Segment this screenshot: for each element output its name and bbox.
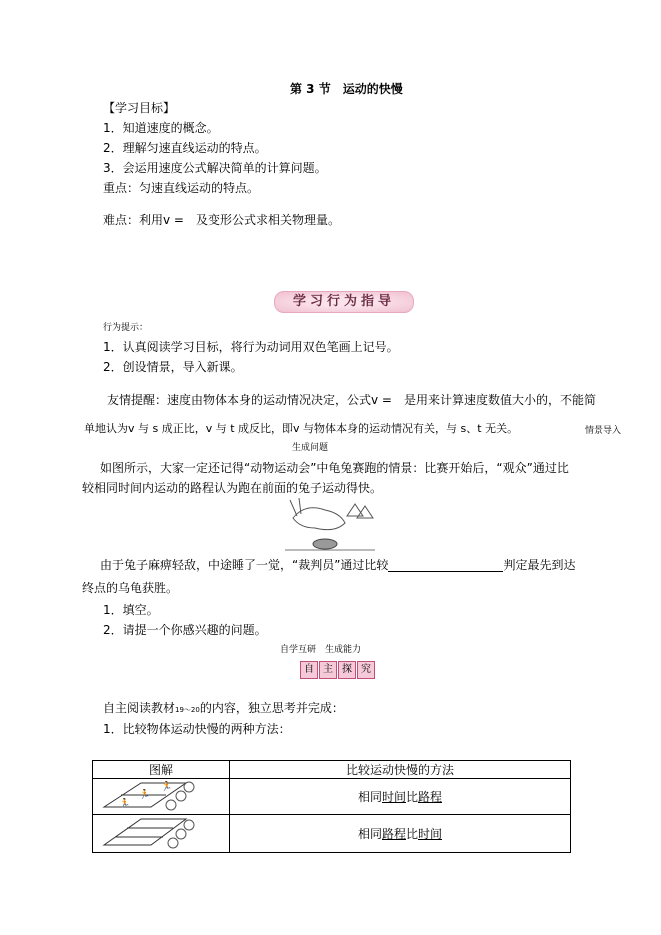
- goals-header: 【学习目标】: [103, 101, 176, 115]
- answer-text: 路程: [381, 827, 406, 841]
- goal-item: 2．理解匀速直线运动的特点。: [103, 141, 267, 155]
- svg-text:🏃: 🏃: [119, 799, 131, 809]
- story-line: [100, 558, 575, 572]
- difficult-point: 难点：利用v = 及变形公式求相关物理量。: [103, 213, 340, 227]
- question-item: 1．填空。: [103, 603, 159, 617]
- answer-text: 路程: [418, 790, 443, 804]
- story-line: 如图所示，大家一定还记得“动物运动会”中龟兔赛跑的情景：比赛开始后，“观众”通过比: [100, 461, 569, 475]
- table-row: [93, 815, 571, 853]
- hint-item: 2．创设情景，导入新课。: [103, 360, 243, 374]
- box-char: 自: [300, 661, 318, 679]
- method-cell: [230, 779, 571, 815]
- page-title: 第 3 节 运动的快慢: [290, 82, 403, 96]
- tag-scene: 情景导入: [585, 426, 622, 436]
- box-char: 主: [319, 661, 337, 679]
- box-char: 究: [357, 661, 375, 679]
- table-header: 图解: [93, 761, 230, 779]
- method-text: 相同: [357, 827, 382, 841]
- method-text: 相同: [357, 790, 382, 804]
- goal-item: 1．知道速度的概念。: [103, 121, 219, 135]
- question-item: 2．请提一个你感兴趣的问题。: [103, 623, 267, 637]
- answer-blank[interactable]: [388, 559, 503, 572]
- svg-text:🏃: 🏃: [161, 782, 173, 792]
- self-explore-box: [300, 661, 376, 679]
- study-intro: [103, 701, 344, 717]
- study-text: 的内容，独立思考并完成：: [199, 701, 344, 715]
- hints-header: 行为提示：: [103, 323, 149, 333]
- story-line: 终点的乌龟获胜。: [82, 581, 179, 595]
- svg-text:🏃: 🏃: [139, 790, 151, 800]
- method-text: 比: [406, 790, 419, 804]
- table-row: [93, 779, 571, 815]
- reminder-line: 单地认为v 与 s 成正比，v 与 t 成反比，即v 与物体本身的运动情况有关，与 s、t 无关。: [84, 422, 519, 435]
- tortoise-hare-illustration: [285, 498, 377, 553]
- section-banner: 学习行为指导: [274, 291, 414, 313]
- story-text: 判定最先到达: [503, 558, 576, 572]
- section-subtitle: 自学互研 生成能力: [280, 645, 362, 655]
- story-line: 较相同时间内运动的路程认为跑在前面的兔子运动得快。: [82, 481, 383, 495]
- page-range: 19～20: [175, 706, 200, 714]
- story-text: 由于兔子麻痹轻敌，中途睡了一觉，“裁判员”通过比较: [100, 558, 389, 572]
- box-char: 探: [338, 661, 356, 679]
- tag-question: 生成问题: [292, 443, 329, 453]
- diagram-cell: [93, 779, 230, 815]
- goal-item: 3．会运用速度公式解决简单的计算问题。: [103, 161, 327, 175]
- same-distance-diagram: [101, 815, 221, 849]
- diagram-cell: [93, 815, 230, 853]
- hint-item: 1．认真阅读学习目标，将行为动词用双色笔画上记号。: [103, 340, 399, 354]
- method-cell: [230, 815, 571, 853]
- study-question: 1．比较物体运动快慢的两种方法：: [103, 722, 291, 736]
- comparison-table: [92, 760, 571, 853]
- reminder-line: 友情提醒：速度由物体本身的运动情况决定，公式v = 是用来计算速度数值大小的，不能简: [107, 393, 596, 407]
- key-point: 重点：匀速直线运动的特点。: [103, 181, 260, 195]
- same-time-diagram: [101, 779, 221, 811]
- answer-text: 时间: [381, 790, 406, 804]
- study-text: 自主阅读教材: [103, 701, 176, 715]
- table-header: 比较运动快慢的方法: [230, 761, 571, 779]
- method-text: 比: [406, 827, 419, 841]
- answer-text: 时间: [418, 827, 443, 841]
